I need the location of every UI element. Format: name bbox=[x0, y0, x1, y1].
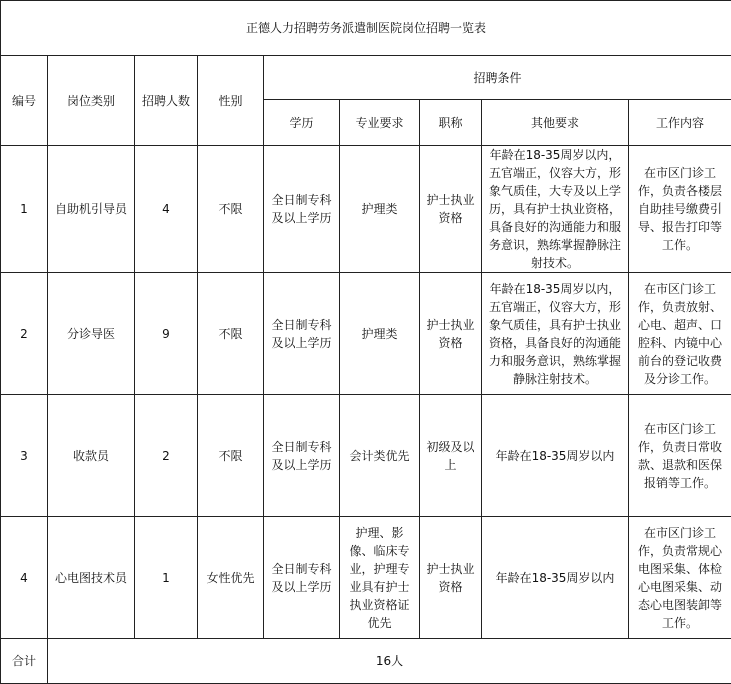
table-title: 正德人力招聘劳务派遣制医院岗位招聘一览表 bbox=[1, 1, 731, 56]
header-major: 专业要求 bbox=[340, 100, 420, 146]
cell-education: 全日制专科及以上学历 bbox=[264, 146, 340, 273]
header-count: 招聘人数 bbox=[135, 56, 198, 146]
cell-gender: 不限 bbox=[198, 395, 264, 517]
cell-education: 全日制专科及以上学历 bbox=[264, 273, 340, 395]
header-education: 学历 bbox=[264, 100, 340, 146]
cell-no: 2 bbox=[1, 273, 48, 395]
header-other: 其他要求 bbox=[482, 100, 629, 146]
cell-category: 收款员 bbox=[48, 395, 135, 517]
table-row bbox=[1, 273, 731, 395]
table-row bbox=[1, 517, 731, 639]
cell-category: 心电图技术员 bbox=[48, 517, 135, 639]
cell-title: 护士执业资格 bbox=[420, 517, 482, 639]
cell-other: 年龄在18-35周岁以内 bbox=[482, 517, 629, 639]
cell-gender: 不限 bbox=[198, 273, 264, 395]
cell-major: 护理类 bbox=[340, 146, 420, 273]
table-row bbox=[1, 146, 731, 273]
cell-education: 全日制专科及以上学历 bbox=[264, 395, 340, 517]
cell-education: 全日制专科及以上学历 bbox=[264, 517, 340, 639]
cell-count: 9 bbox=[135, 273, 198, 395]
cell-duty: 在市区门诊工作，负责常规心电图采集、体检心电图采集、动态心电图装卸等工作。 bbox=[629, 517, 731, 639]
cell-gender: 女性优先 bbox=[198, 517, 264, 639]
cell-title: 护士执业资格 bbox=[420, 146, 482, 273]
cell-no: 3 bbox=[1, 395, 48, 517]
header-title: 职称 bbox=[420, 100, 482, 146]
cell-count: 1 bbox=[135, 517, 198, 639]
header-duty: 工作内容 bbox=[629, 100, 731, 146]
cell-duty: 在市区门诊工作，负责日常收款、退款和医保报销等工作。 bbox=[629, 395, 731, 517]
table-row bbox=[1, 395, 731, 517]
total-value: 16人 bbox=[48, 639, 731, 684]
header-gender: 性别 bbox=[198, 56, 264, 146]
header-category: 岗位类别 bbox=[48, 56, 135, 146]
cell-major: 会计类优先 bbox=[340, 395, 420, 517]
cell-title: 护士执业资格 bbox=[420, 273, 482, 395]
cell-count: 4 bbox=[135, 146, 198, 273]
cell-major: 护理类 bbox=[340, 273, 420, 395]
cell-other: 年龄在18-35周岁以内，五官端正，仪容大方，形象气质佳，大专及以上学历，具有护士执业资格，具备良好的沟通能力和服务意识，熟练掌握静脉注射技术。 bbox=[482, 146, 629, 273]
cell-gender: 不限 bbox=[198, 146, 264, 273]
cell-count: 2 bbox=[135, 395, 198, 517]
header-no: 编号 bbox=[1, 56, 48, 146]
cell-category: 分诊导医 bbox=[48, 273, 135, 395]
cell-no: 4 bbox=[1, 517, 48, 639]
cell-other: 年龄在18-35周岁以内 bbox=[482, 395, 629, 517]
cell-major: 护理、影像、临床专业，护理专业具有护士执业资格证优先 bbox=[340, 517, 420, 639]
cell-no: 1 bbox=[1, 146, 48, 273]
total-label: 合计 bbox=[1, 639, 48, 684]
header-conditions: 招聘条件 bbox=[264, 56, 731, 100]
cell-title: 初级及以上 bbox=[420, 395, 482, 517]
cell-duty: 在市区门诊工作，负责各楼层自助挂号缴费引导、报告打印等工作。 bbox=[629, 146, 731, 273]
cell-other: 年龄在18-35周岁以内，五官端正，仪容大方，形象气质佳，具有护士执业资格，具备良好的沟通能力和服务意识，熟练掌握静脉注射技术。 bbox=[482, 273, 629, 395]
cell-category: 自助机引导员 bbox=[48, 146, 135, 273]
total-row bbox=[1, 639, 731, 684]
cell-duty: 在市区门诊工作，负责放射、心电、超声、口腔科、内镜中心前台的登记收费及分诊工作。 bbox=[629, 273, 731, 395]
